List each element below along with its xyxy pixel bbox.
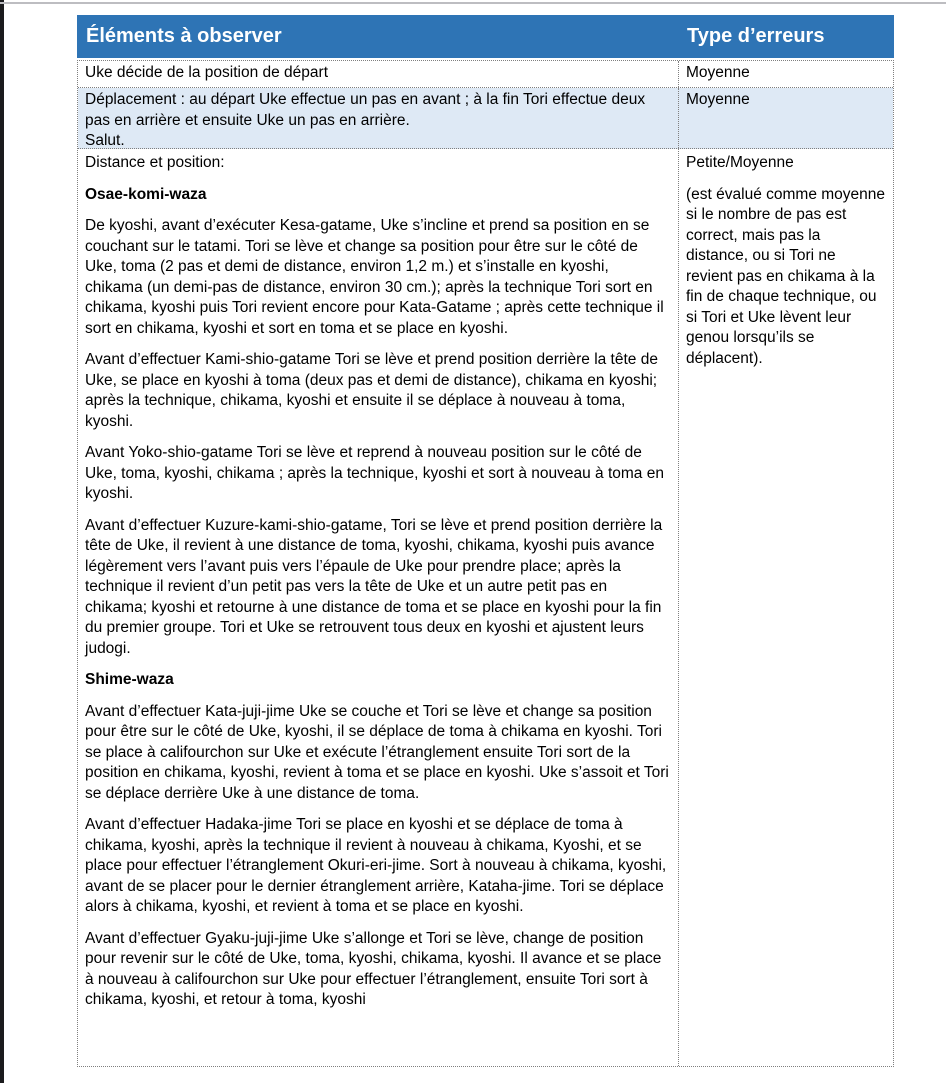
table-row	[78, 88, 893, 149]
column-header-type-erreurs: Type d’erreurs	[687, 25, 825, 47]
table-row	[78, 61, 893, 88]
cell-error-type	[679, 149, 893, 1066]
page-top-divider	[0, 2, 946, 4]
paragraph: Avant d’effectuer Hadaka-jime Tori se place en kyoshi et se déplace de toma à chikama, kyoshi, après la technique il revient à nouveau à chikama, Kyoshi, et se place pour effectuer l’étranglement Okuri-eri-jime. Sort à nouveau à chikama, kyoshi, avant de se placer pour le dernier étranglement arrière, Kataha-jime. Tori se déplace alors à chikama, kyoshi, et revient à toma et se place en kyoshi.	[85, 816, 667, 915]
paragraph: Avant d’effectuer Kami-shio-gatame Tori se lève et prend position derrière la tête de Uke, se place en kyoshi à toma (deux pas et demi de distance), chikama en kyoshi; après la technique, chikama, kyoshi et ensuite il se déplace à nouveau à toma, kyoshi.	[85, 351, 658, 430]
paragraph: Avant d’effectuer Kata-juji-jime Uke se couche et Tori se lève et change sa position pour être sur le côté de Uke, kyoshi, il se déplace de toma à chikama en kyoshi. Tori se place à califourchon sur Uke et exécute l’étranglement ensuite Tori sort de la position en chikama, kyoshi, revient à toma et se place en kyoshi. Uke s’assoit et Tori se déplace derrière Uke à une distance de toma.	[85, 702, 669, 802]
page-left-edge	[0, 0, 4, 1083]
cell-element: Uke décide de la position de départ	[78, 61, 679, 87]
column-header-elements-a-observer: Éléments à observer	[86, 25, 282, 47]
section-heading-shime-waza: Shime-waza	[85, 671, 174, 688]
section-heading-osae-komi-waza: Osae-komi-waza	[85, 185, 207, 203]
paragraph: Salut.	[85, 132, 125, 148]
paragraph: De kyoshi, avant d’exécuter Kesa-gatame, Uke s’incline et prend sa position en se couchant sur le tatami. Tori se lève et change sa position pour être sur le côté de Uke, toma (2 pas et demi de distance, environ 1,2 m.) et s’installe en kyoshi, chikama (un demi-pas de distance, environ 30 cm.); après la technique Tori sort en chikama, kyoshi puis Tori revient encore pour Kata-Gatame ; après cette technique il sort en chikama, kyoshi et sort en toma et se place en kyoshi.	[85, 217, 664, 337]
paragraph: Déplacement : au départ Uke effectue un pas en avant ; à la fin Tori effectue deux pas en arrière et ensuite Uke un pas en arrière.	[85, 91, 646, 129]
cell-error-type: Moyenne	[686, 64, 750, 81]
cell-element	[78, 149, 679, 1066]
cell-element	[78, 88, 679, 148]
table-header-row	[77, 15, 894, 58]
table-body	[77, 60, 894, 1067]
paragraph: Avant Yoko-shio-gatame Tori se lève et reprend à nouveau position sur le côté de Uke, toma, kyoshi, chikama ; après la technique, kyoshi et sort à nouveau à toma en kyoshi.	[85, 444, 664, 502]
table-row	[78, 149, 893, 1066]
evaluation-table	[77, 15, 894, 1067]
paragraph: Distance et position:	[85, 154, 225, 171]
paragraph: Petite/Moyenne	[686, 154, 794, 171]
paragraph: (est évalué comme moyenne si le nombre de pas est correct, mais pas la distance, ou si Tori ne revient pas en chikama à la fin de chaque technique, ou si Tori et Uke lèvent leur genou lorsqu’ils se déplacent).	[686, 185, 886, 367]
paragraph: Avant d’effectuer Kuzure-kami-shio-gatame, Tori se lève et prend position derrière la tête de Uke, il revient à une distance de toma, kyoshi, chikama, kyoshi puis avance légèrement vers l’avant puis vers l’épaule de Uke pour prendre place; après la technique il revient d’un petit pas vers la tête de Uke et un autre petit pas en chikama; kyoshi et retourne à une distance de toma et se place en kyoshi pour la fin du premier groupe. Tori et Uke se retrouvent tous deux en kyoshi et ajustent leurs judogi.	[85, 516, 663, 657]
cell-error-type: Moyenne	[686, 91, 750, 108]
paragraph: Avant d’effectuer Gyaku-juji-jime Uke s’allonge et Tori se lève, change de position pour revenir sur le côté de Uke, toma, kyoshi, chikama, kyoshi. Il avance et se place à nouveau à califourchon sur Uke pour effectuer l’étranglement, ensuite Tori sort à chikama, kyoshi, et retour à toma, kyoshi	[85, 929, 662, 1008]
